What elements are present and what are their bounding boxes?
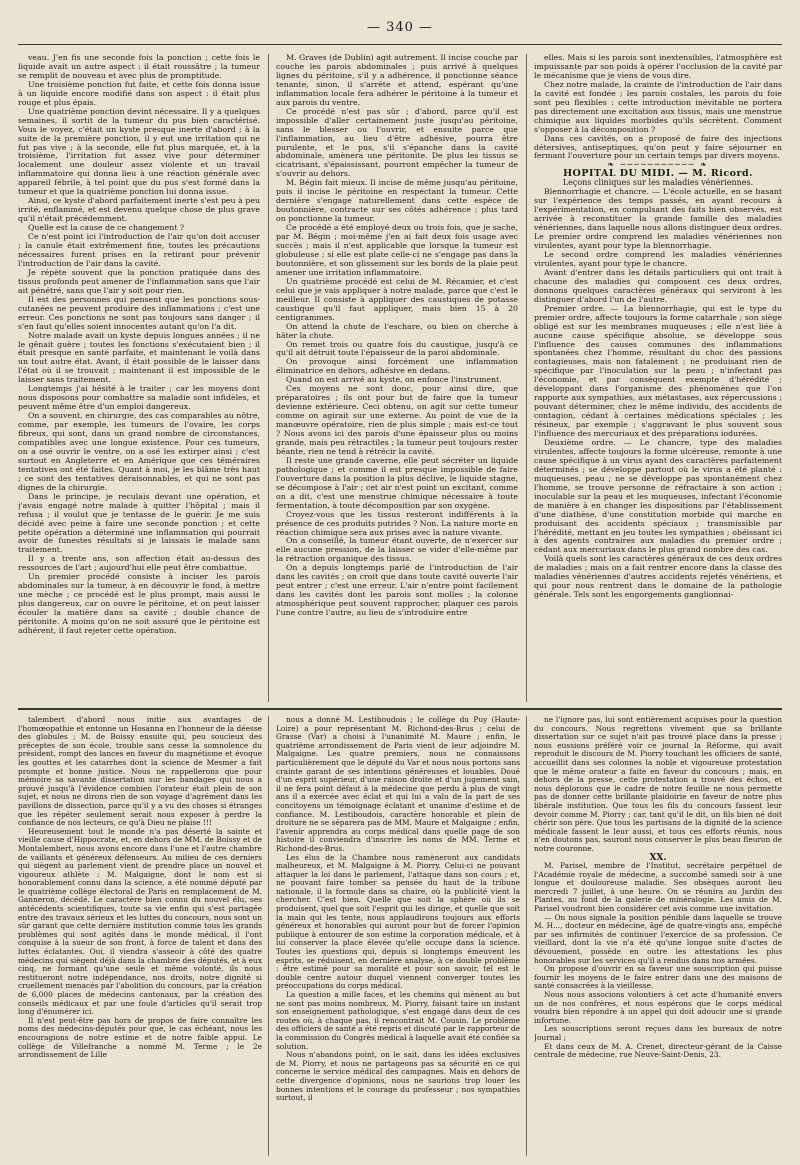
paragraph: Dans le principe, je reculais devant une opération, et j'avais engagé notre malade à quitter l'hôpital ; mais il refusa ; il voulut que je tentasse de le guérir. Je me suis décidé avec peine à faire une seconde ponction ; et cette petite opération a déterminé une inflammation qui pourrait avoir de funestes résultats si je laissais le malade sans traitement. — [18, 491, 260, 555]
bottom-column-3 — [534, 716, 782, 1156]
paragraph: Et dans ceux de M. A. Crenet, directeur-gérant de la Caisse centrale de médecine, rue Neuve-Saint-Denis, 23. — [534, 1041, 782, 1060]
paragraph: — On nous signale la position pénible dans laquelle se trouve M. H..., docteur en médecine, âgé de quatre-vingts ans, empêché par ses infirmités de continuer l'exercice de sa profession. Ce vieillard, dont la vie n'a été qu'une longue suite d'actes de dévouement, possède en outre les attestations les plus honorables sur les services qu'il a rendus dans nos armées. — [534, 912, 782, 965]
paragraph: Je répète souvent que la ponction pratiquée dans des tissus profonds peut amener de l'inflammation sans que l'air ait pénétré, sans que l'air y soit pour rien. — [18, 267, 260, 295]
paragraph: On a conseillé, la tumeur étant ouverte, de n'exercer sur elle aucune pression, de la laisser se vider d'elle-même par la rétraction organique des tissus. — [276, 536, 518, 564]
bottom-column-1 — [18, 716, 262, 1156]
paragraph: Heureusement tout le monde n'a pas déserté la sainte et vieille cause d'Hippocrate, et, en dehors de MM. de Boissy et de Montalembert, nous avons encore dans l'une et l'autre chambre de vaillants et généreux défenseurs. Au milieu de ces derniers qui siègent au parlement vient de prendre place un nouvel et vigoureux athlète : M. Malgaigne, dont le nom est si honorablement connu dans la science, a été nommé député par le quatrième collège électoral de Paris en remplacement de M. Ganneron, décédé. Le caractère bien connu du nouvel élu, ses antécédents scientifiques, toute sa vie enfin qui s'est partagée entre des travaux sérieux et les luttes du concours, nous sont un sûr garant que cette dernière institution comme tous les grands problèmes qui sont agités dans le monde médical, il l'ont conquise à la sueur de son front, à force de talent et dans des luttes éclatantes. Oui, il viendra s'asseoir à côté des quatre médecins qui siègent déjà dans la chambre des députés, et à eux cinq, ne formant qu'une seule et même volonté, ils nous restitueront notre indépendance, nos droits, notre dignité si cruellement menacés par l'abolition du concours, par la création de 6,000 places de médecins cantonaux, par la création des conseils médicaux et par une foule d'articles qu'il serait trop long d'énumérer ici. — [18, 826, 262, 1017]
page-number: — 340 — — [366, 20, 434, 35]
paragraph: Deuxième ordre. — Le chancre, type des maladies virulentes, affecte toujours la forme ulcéreuse, remonte à une cause spécifique à un virus ayant des caractères parfaitement déterminés ; se développe partout où le virus a été planté : muqueuses, peau ; ne se développe pas spontanément chez l'homme, se trouve personne de réfractaire à son action ; inoculable sur la peau et les muqueuses, infectant l'économie de manière à en changer les dispositions par l'établissement d'une diathèse, d'une constitution morbide qui marche en produisant des accidents spéciaux ; transmissible par l'hérédité, mettant en jeu toutes les sympathies ; obéissant ici à des agents contraires aux maladies du premier ordre ; cédant aux mercuriaux dans le plus grand nombre des cas. — [534, 437, 782, 555]
column-3 — [534, 54, 782, 702]
paragraph: Croyez-vous que les tissus resteront indifférents à la présence de ces produits putrides ? Non. La nature morte en réaction chimique sera aux prises avec la nature vivante. — [276, 509, 518, 537]
paragraph: On a depuis longtemps parlé de l'introduction de l'air dans les cavités ; on croit que dans toute cavité ouverte l'air peut entrer ; c'est une erreur. L'air n'entre point facilement dans les cavités dont les parois sont molles ; la colonne atmosphérique peut souvent rapprocher, plaquer ces parois l'une contre l'autre, au lieu de s'introduire entre — [276, 563, 518, 618]
paragraph: Il reste une grande caverne, elle peut sécréter un liquide pathologique ; et comme il est presque impossible de faire l'ouverture dans la position la plus déclive, le liquide stagne, se décompose à l'air ; cet air n'est point un excitant, comme on a dit, c'est une menstrue chimique nécessaire à toute fermentation, à toute décomposition par son oxygène. — [276, 455, 518, 510]
paragraph: Ce procédé n'est pas sûr ; d'abord, parce qu'il est impossible d'aller certainement juste jusqu'au péritoine, sans le blesser ou l'ouvrir, et ensuite parce que l'inflammation, au lieu d'être adhésive, pourra être purulente, et le pus, s'il s'épanche dans la cavité abdominale, amènera une péritonite. De plus les tissus se cicatrisant, s'épaississant, pourront empêcher la tumeur de s'ouvrir au dehors. — [276, 106, 518, 179]
paragraph: On remet trois ou quatre fois du caustique, jusqu'à ce qu'il ait détruit toute l'épaisseur de la paroi abdominale. — [276, 339, 518, 358]
feuilleton-rule — [18, 708, 782, 710]
paragraph: M. Graves (de Dublin) agit autrement. Il incise couche par couche les parois abdominales ; puis arrivé à quelques lignes du péritoine, s'il y a adhérence, il ponctionne séance tenante, sinon, il s'arrête et attend, espérant qu'une inflammation locale fera adhérer le péritoine à la tumeur et aux parois du ventre. — [276, 54, 518, 107]
paragraph: M. Bégin fait mieux. Il incise de même jusqu'au péritoine, puis il incise le péritoine en respectant la tumeur. Cette dernière s'engage naturellement dans cette espèce de boutonnière, contracte sur ses côtés adhérence ; plus tard on ponctionne la tumeur. — [276, 178, 518, 224]
paragraph: Blennorrhagie et chancre. — L'école actuelle, en se basant sur l'expérience des temps passés, en ayant recours à l'expérimentation, en compulsant des faits bien observés, est arrivée à reconstituer la grande famille des maladies vénériennes, dans laquelle nous allons distinguer deux ordres. Le premier ordre comprend les maladies vénériennes non virulentes, ayant pour type la blennorrhagie. — [534, 187, 782, 251]
paragraph: Les élus de la Chambre nous ramèneront aux candidats malheureux, et M. Malgaigne à M. Piorry. Celui-ci ne pouvant attaquer la loi dans le parlement, l'attaque dans son cours ; et, ne pouvant faire tomber sa pensée du haut de la tribune nationale, il la formule dans sa chaire, où la publicité vient la chercher. C'est bien. Quelle que soit la sphère où ils se produisent, quel que soit l'esprit qui les dirige, et quelle que soit la main qui les tente, nous applaudirons toujours aux efforts généreux et honorables qui auront pour but de forcer l'opinion publique à entourer de son estime la corporation médicale, et à lui conserver la place élevée qu'elle occupe dans la science. Toutes les questions qui, depuis si longtemps émeuvent les esprits, se réduisent, en dernière analyse, à ce double problème : être estimé pour sa moralité et pour son savoir, tel est le double centre autour duquel viennent converger toutes les préoccupations du corps médical. — [276, 852, 520, 991]
column-divider — [268, 54, 269, 702]
paragraph: Ce procédé a été employé deux ou trois fois, que je sache, par M. Bégin ; moi-même j'en ai fait deux fois usage avec succès ; mais il n'est applicable que lorsque la tumeur est globuleuse ; si elle est plate celle-ci ne s'engage pas dans la boutonnière, et son glissement sur les bords de la plaie peut amener une irritation inflammatoire. — [276, 223, 518, 277]
column-1 — [18, 54, 260, 702]
paragraph: Avant d'entrer dans les détails particuliers qui ont trait à chacune des maladies qui composent ces deux ordres, donnons quelques caractères généraux qui serviront à les distinguer d'abord l'un de l'autre. — [534, 267, 782, 304]
paragraph: Une troisième ponction fut faite, et cette fois donna issue à un liquide encore modifié dans son aspect : il était plus rouge et plus épais. — [18, 79, 260, 107]
paragraph: ne l'ignore pas, lui sont entièrement acquises pour la question du concours. Nous regrettons vivement que sa brillante dissertation sur ce sujet n'ait pas trouvé place dans la presse ; nous eussions préféré voir ce journal la Réforme, qui avait reproduit le discours de M. Piorry touchant les officiers de santé, accueillit dans ses colonnes la noble et vigoureuse protestation que le même orateur a faite en faveur du concours ; mais, en dehors de la presse, cette protestation a trouvé des échos, et nous déplorons que le cadre de notre feuille ne nous permette pas de donner cette brillante plaidoirie en faveur de notre plus libérale institution. Que tous les fils du concours fassent leur devoir comme M. Piorry ; car, tant qu'il le dit, un fils bien né doit chérir son père. Que tous les partisans de la dignité de la science médicale fassent le leur aussi, et tous ces efforts réunis, nous n'en doutons pas, sauront nous conserver le plus beau fleuron de notre couronne. — [534, 716, 782, 853]
paragraph: Le second ordre comprend les maladies vénériennes virulentes, ayant pour type le chancre. — [534, 249, 782, 268]
column-divider — [268, 716, 269, 1156]
column-divider — [526, 716, 527, 1156]
paragraph: Les souscriptions seront reçues dans les bureaux de notre Journal ; — [534, 1024, 782, 1042]
section-title: HOPITAL DU MIDI. — M. Ricord. — [563, 168, 753, 180]
ornament-divider: ❧ ─────────── ❧ — [607, 160, 709, 170]
paragraph: M. Parisel, membre de l'Institut, secrétaire perpétuel de l'Académie royale de médecine, a succombé samedi soir à une longue et douloureuse maladie. Ses obsèques auront lieu mercredi 7 juillet, à une heure. On se réunira au Jardin des Plantes, au fond de la galerie de minéralogie. Les amis de M. Parisel voudront bien considérer cet avis comme une invitation. — [534, 861, 782, 914]
paragraph: talembert d'abord nous initie aux avantages de l'homœopathie et entonne un Hosanna en l'honneur de la déesse des globules ; M. de Boissy ensuite qui, peu soucieux des préceptes de son école, trouble sans cesse la somnolence du président, rompt des lances en faveur du magnétisme et évoque les gouttes et les catarrhes dont la science de Mesmer a fait prompte et bonne justice. Nous ne rappellerons que pour mémoire sa savante dissertation sur les bandages qui nous a prouvé jusqu'à l'évidence combien l'orateur était plein de son sujet, et nous ne dirons rien de son voyage d'agrément dans les pavillons de dissection, parce qu'il y a vu des choses si étranges que les répéter seulement serait nous exposer à perdre la confiance de nos lecteurs, ce qu'à Dieu ne plaise !!! — [18, 716, 262, 828]
column-2 — [276, 54, 518, 702]
paragraph: Quelle est la cause de ce changement ? — [28, 223, 185, 233]
paragraph: On propose d'ouvrir en sa faveur une souscription qui puisse fournir les moyens de le faire entrer dans une des maisons de santé consacrées à la vieillesse. — [534, 964, 782, 991]
paragraph: Notre malade avait un kyste depuis longues années ; il ne le gênait guère ; toutes les fonctions s'exécutaient bien ; il était presque en santé parfaite, et maintenant le voilà dans un tout autre état. Avant, il était possible de le laisser dans l'état où il se trouvait ; maintenant il est impossible de le laisser sans traitement. — [18, 330, 260, 385]
paragraph: On attend la chute de l'eschare, ou bien on cherche à hâter la chute. — [276, 321, 518, 340]
paragraph: Ainsi, ce kyste d'abord parfaitement inerte s'est peu à peu irrité, enflammé, et est devenu quelque chose de plus grave qu'il n'était précédemment. — [18, 196, 260, 224]
paragraph: Il n'est peut-être pas hors de propos de faire connaître les noms des médecins-députés pour que, le cas échéant, nous les encouragions de notre estime et de notre faible appui. Le collège de Villefranche a nommé M. Terme ; le 2e arrondissement de Lille — [18, 1015, 262, 1060]
paragraph: Chez notre malade, la crainte de l'introduction de l'air dans la cavité est fondée ; les parois costales, les parois du foie sont peu flexibles : cette introduction inévitable ne portera pas directement une excitation aux tissus, mais une menstrue chimique aux liquides morbides qu'ils sécrètent. Comment s'opposer à la décomposition ? — [534, 79, 782, 134]
paragraph: Dans ces cavités, on a proposé de faire des injections détersives, antiseptiques, qu'on peut y faire séjourner en fermant l'ouverture pour un certain temps par divers moyens. — [534, 133, 782, 161]
paragraph: Un premier procédé consiste à inciser les parois abdominales sur la tumeur, à en découvrir le fond, à mettre une mèche ; ce procédé est le plus prompt, mais aussi le plus dangereux, car on ouvre le péritoine, et on peut laisser écouler la matière dans sa cavité ; double chance de péritonite. A moins qu'on ne soit assuré que le péritoine est adhérent, il faut rejeter cette opération. — [18, 572, 260, 635]
column-divider — [526, 54, 527, 702]
paragraph: Quand on est arrivé au kyste, on enfonce l'instrument. — [286, 375, 502, 385]
paragraph: La question a mille faces, et les chemins qui mènent au but ne sont pas moins nombreux. M. Piorry, faisant taire un instant son enseignement pathologique, s'est engagé dans deux de ces routes où, à chaque pas, il rencontrait M. Cousin. Le problème des officiers de santé a été repris et discuté par le rapporteur de la commission du Congrès médical à laquelle avait été confiée sa solution. — [276, 990, 520, 1051]
paragraph: Un quatrième procédé est celui de M. Récamier, et c'est celui que je vais appliquer à notre malade, parce que c'est le meilleur. Il consiste à appliquer des caustiques de potasse caustique qu'il faut appliquer, mais bien 15 à 20 centigrammes. — [276, 276, 518, 322]
paragraph: Voilà quels sont les caractères généraux de ces deux ordres de maladies ; mais on a fait rentrer encore dans la classe des maladies vénériennes d'autres accidents rejetés vénériens, et qui pour nous rentrent dans le domaine de la pathologie générale. Tels sont les engorgements ganglionnai- — [534, 554, 782, 600]
paragraph: On a souvent, en chirurgie, des cas comparables au nôtre, comme, par exemple, les tumeurs de l'ovaire, les corps fibreux, qui sont, dans un grand nombre de circonstances, compatibles avec une longue existence. Pour ces tumeurs, on a osé ouvrir le ventre, on a osé les extirper ainsi ; c'est surtout en Angleterre et en Amérique que ces téméraires tentatives ont été faites. Quant à moi, je les blâme très haut ; ce sont des tentatives déraisonnables, et qui ne sont pas dignes de la chirurgie. — [18, 411, 260, 492]
paragraph: Il est des personnes qui pensent que les ponctions sous-cutanées ne peuvent produire des inflammations ; c'est une erreur. Ces ponctions ne sont pas toujours sans danger ; il s'en faut qu'elles soient innocentes autant qu'on l'a dit. — [18, 294, 260, 331]
section-subtitle: Leçons cliniques sur les maladies vénériennes. — [562, 178, 754, 188]
paragraph: Premier ordre. — La blennorrhagie, qui est le type du premier ordre, affecte toujours la forme catarrhale ; son siège obligé est sur les membranes muqueuses ; elle n'est liée à aucune cause spécifique absolue, se développe sous l'influence des causes communes des inflammations spontanées chez l'homme, résultant du choc des passions contagieuses, mais non fatalement ; ne produisant rien de spécifique par l'inoculation sur la peau ; n'infectant pas l'économie, et par conséquent exempte d'hérédité ; développant dans l'organisme des phénomènes que l'on rapporte aux sympathies, aux métastases, aux répercussions ; pouvant déterminer, chez le même individu, des accidents de contagion, cédant à certaines médications spéciales ; les résineux, par exemple ; s'aggravant le plus souvent sous l'influence des mercuriaux et des préparations iodurées. — [534, 303, 782, 439]
paragraph: Une quatrième ponction devint nécessaire. Il y a quelques semaines, il sortit de la tumeur du pus bien caractérisé. Vous le voyez, c'était un kyste presque inerte d'abord ; à la suite de la première ponction, il y eut une irritation qui ne fut pas vive ; à la seconde, elle fut plus marquée, et, à la troisième, l'irritation fut assez vive pour déterminer localement une douleur assez violente et un travail inflammatoire qui donna lieu à une réaction générale avec appareil fébrile, à tel point que du pus s'est formé dans la tumeur et que la quatrième ponction lui donna issue. — [18, 106, 260, 197]
top-rule — [18, 44, 782, 45]
paragraph: nous a donné M. Lestiboudois ; le collège du Puy (Haute-Loire) a pour représentant M. Richond-des-Brus ; celui de Grasse (Var) a choisi à l'unanimité M. Maure ; enfin, le quatrième arrondissement de Paris vient de leur adjoindre M. Malgaigne. Les quatre premiers, nous ne connaissons particulièrement que le député du Var et nous nous portons sans crainte garant de ses intentions généreuses et louables. Doué d'un esprit supérieur, d'une raison droite et d'un jugement sain, il ne fera point défaut à la médecine que perdu à plus de vingt ans il a exercée avec éclat et qui lui a valu de la part de ses concitoyens un témoignage éclatant et unanime d'estime et de confiance. M. Lestiboudois, caractère honorable et plein de droiture ne se séparera pas de MM. Maure et Malgaigne ; enfin, l'avenir apprendra au corps médical dans quelle page de son histoire il conviendra d'inscrire les noms de MM. Terme et Richond-des-Brus. — [276, 716, 520, 853]
paragraph: On provoque ainsi forcément une inflammation éliminatrice en dehors, adhésive en dedans. — [276, 357, 518, 376]
paragraph: Nous n'abandons point, on le sait, dans les idées exclusives de M. Piorry, et nous ne partageons pas sa sécurité en ce qui concerne le service médical des campagnes. Mais en dehors de cette divergence d'opinions, nous ne saurions trop louer les bonnes intentions et le courage du professeur ; nos sympathies surtout, il — [276, 1050, 520, 1103]
paragraph: Il y a trente ans, son affection était au-dessus des ressources de l'art ; aujourd'hui elle peut être combattue. — [18, 554, 260, 573]
col1-paragraphs — [18, 54, 260, 636]
paragraph: veau. J'en fis une seconde fois la ponction ; cette fois le liquide avait un autre aspect : il était roussâtre ; la tumeur se remplit de nouveau et avec plus de promptitude. — [18, 54, 260, 80]
bottom-column-2 — [276, 716, 520, 1156]
paragraph: Ce n'est point ici l'introduction de l'air qu'on doit accuser ; la canule était extrêmement fine, toutes les précautions nécessaires furent prises en la retirant pour prévenir l'introduction de l'air dans la cavité. — [18, 232, 260, 268]
paragraph: elles. Mais si les parois sont inextensibles, l'atmosphère est impuissante par son poids à opérer l'occlusion de la cavité par le mécanisme que je viens de vous dire. — [534, 54, 782, 80]
paragraph: Ces moyens ne sont donc, pour ainsi dire, que préparatoires ; ils ont pour but de faire que la tumeur devienne extérieure. Ceci obtenu, on agit sur cette tumeur comme on agirait sur une externe. Au point de vue de la manœuvre opératoire, rien de plus simple ; mais est-ce tout ? Nous avons ici des parois d'une épaisseur plus ou moins grande, mais peu rétractiles ; la tumeur peut toujours rester béante, rien ne tend à rétrécir la cavité. — [276, 384, 518, 456]
paragraph: Nous nous associons volontiers à cet acte d'humanité envers un de nos confrères, et nous espérons que le corps médical voudra bien répondre à un appel qui doit adoucir une si grande infortune. — [534, 990, 782, 1025]
signature: XX. — [649, 852, 667, 863]
paragraph: Longtemps j'ai hésité à le traiter ; car les moyens dont nous disposons pour combattre sa maladie sont infidèles, et peuvent même être d'un emploi dangereux. — [18, 384, 260, 412]
